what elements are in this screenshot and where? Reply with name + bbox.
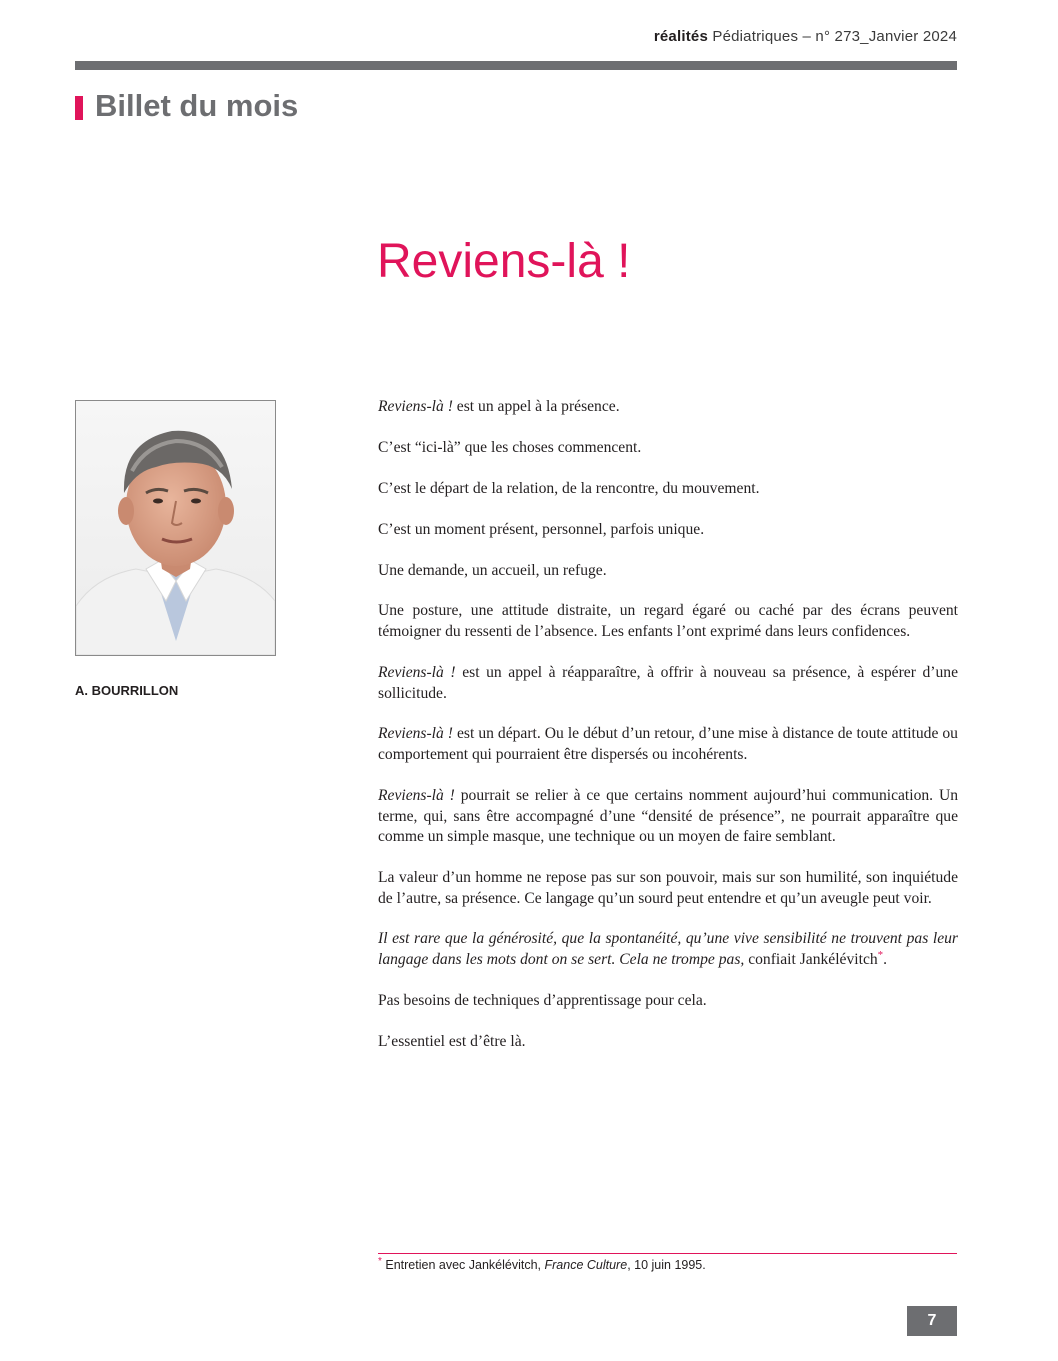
paragraph-text: confiait Jankélévitch: [744, 951, 878, 969]
paragraph-emphasis: Reviens-là !: [378, 663, 456, 681]
article-body: [378, 397, 958, 1052]
footnote-text: Entretien avec Jankélévitch,: [381, 1258, 545, 1272]
paragraph-emphasis: Reviens-là !: [378, 725, 453, 743]
quote-emphasis: Il est rare que la générosité, que la spontanéité, qu’une vive sensibilité ne trouvent pas leur langage dans les mots dont on se sert. Cela ne trompe pas,: [378, 930, 958, 969]
paragraph: [378, 479, 958, 500]
paragraph: [378, 786, 958, 848]
footnote-marker: *: [378, 1255, 382, 1267]
paragraph-text: L’essentiel est d’être là.: [378, 1032, 526, 1050]
paragraph-text: C’est un moment présent, personnel, parfois unique.: [378, 520, 705, 538]
paragraph: [378, 991, 958, 1012]
footnote: [378, 1255, 706, 1272]
paragraph: [378, 397, 958, 418]
paragraph-text: Pas besoins de techniques d’apprentissage pour cela.: [378, 991, 707, 1009]
paragraph: [378, 724, 958, 765]
paragraph-text: C’est “ici-là” que les choses commencent.: [378, 438, 642, 456]
paragraph: [378, 868, 958, 909]
paragraph: [378, 929, 958, 970]
article-title: Reviens-là !: [377, 235, 631, 288]
footnote-reference[interactable]: *: [877, 948, 884, 961]
paragraph-text: Une posture, une attitude distraite, un regard égaré ou caché par des écrans peuvent témoigner du ressenti de l’absence. Les enfants l’ont exprimé dans leurs confidences.: [378, 602, 958, 641]
paragraph-text: La valeur d’un homme ne repose pas sur son pouvoir, mais sur son humilité, son inquiétude de l’autre, sa présence. Ce langage qu’un sourd peut entendre et qu’un aveugle peut voir.: [378, 868, 958, 907]
footnote-source: France Culture: [544, 1258, 628, 1272]
author-name: A. BOURRILLON: [75, 683, 179, 698]
issue-info: Pédiatriques – n° 273_Janvier 2024: [712, 28, 957, 45]
section-title: Billet du mois: [95, 88, 299, 123]
author-portrait-illustration: [76, 401, 275, 655]
paragraph-text: C’est le départ de la relation, de la rencontre, du mouvement.: [378, 479, 760, 497]
paragraph: [378, 663, 958, 704]
paragraph-emphasis: Reviens-là !: [378, 786, 455, 804]
paragraph: [378, 1032, 958, 1053]
paragraph: [378, 438, 958, 459]
journal-brand: réalités: [653, 28, 708, 45]
running-header: [654, 28, 957, 45]
paragraph-emphasis: Reviens-là !: [378, 398, 453, 415]
footnote-text-end: , 10 juin 1995.: [627, 1258, 706, 1272]
header-rule: [75, 61, 957, 70]
paragraph-text: est un appel à réapparaître, à offrir à nouveau sa présence, à espérer d’une sollicitude.: [378, 663, 959, 702]
paragraph-text: Une demande, un accueil, un refuge.: [378, 561, 607, 579]
page-number: 7: [907, 1306, 957, 1336]
paragraph-text: est un départ. Ou le début d’un retour, d’une mise à distance de toute attitude ou comportement qui pourraient être dispersés ou incohérents.: [378, 725, 958, 764]
paragraph-text: est un appel à la présence.: [452, 398, 620, 415]
paragraph-text: .: [883, 951, 888, 969]
section-marker: [75, 96, 83, 120]
paragraph: [378, 601, 958, 642]
paragraph-text: pourrait se relier à ce que certains nomment aujourd’hui communication. Un terme, qui, sans être accompagné d’une “densité de présence”, ne pourrait apparaître que comme un simple masque, une technique ou un moyen de faire semblant.: [378, 786, 958, 846]
paragraph: [378, 561, 958, 582]
author-photo: [75, 400, 276, 656]
paragraph: [378, 520, 958, 541]
footnote-rule: [378, 1253, 957, 1254]
